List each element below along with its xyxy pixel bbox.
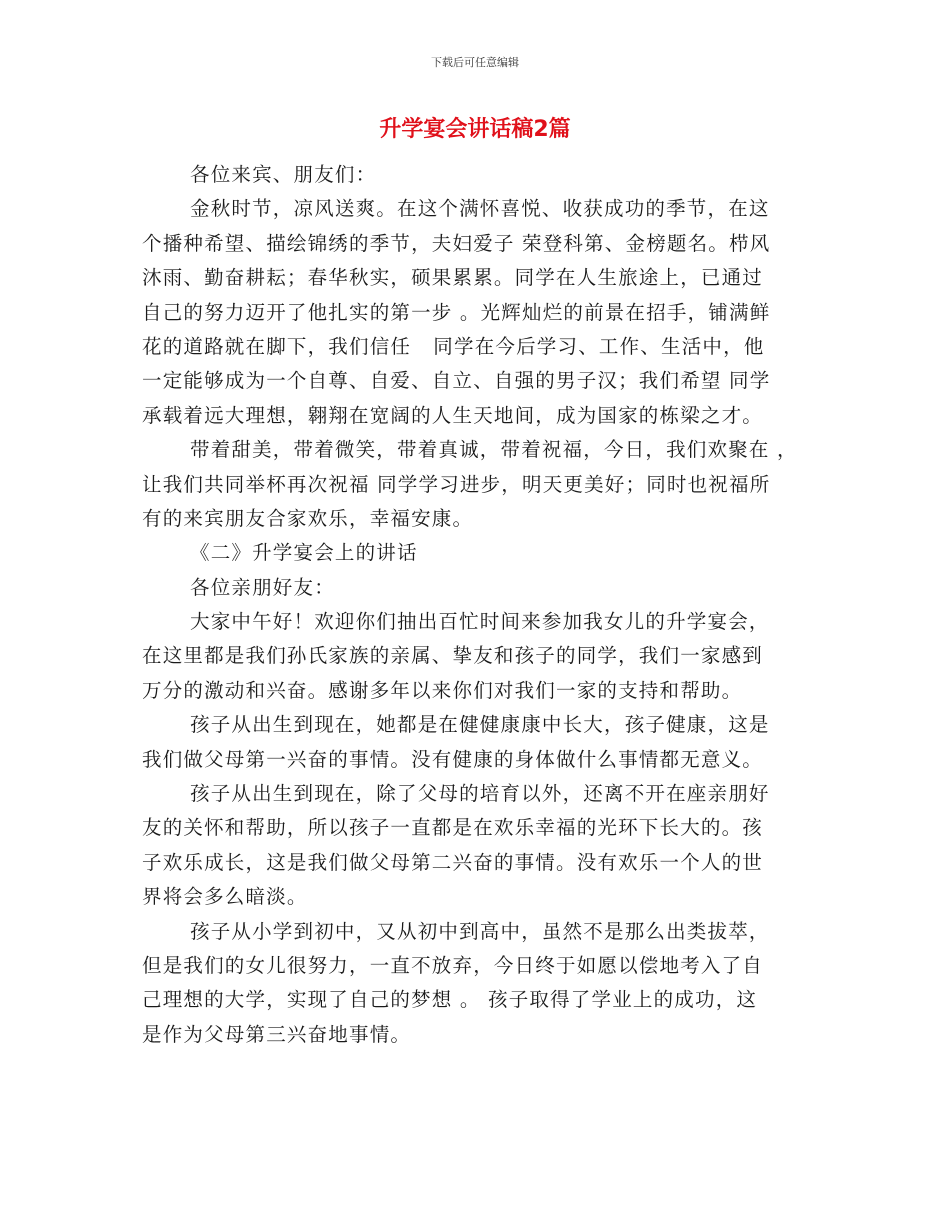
text-line: 我们做父母第一兴奋的事情。没有健康的身体做什么事情都无意义。 [142, 747, 764, 771]
text-line: 子欢乐成长，这是我们做父母第二兴奋的事情。没有欢乐一个人的世 [142, 850, 764, 874]
text-line: 有的来宾朋友合家欢乐，幸福安康。 [142, 506, 474, 530]
page-header: 下载后可任意编辑 [431, 56, 519, 69]
text-line: 在这里都是我们孙氏家族的亲属、挚友和孩子的同学，我们一家感到 [142, 644, 764, 668]
text-line: 承载着远大理想，翱翔在宽阔的人生天地间，成为国家的栋梁之才。 [142, 403, 764, 427]
text-line: 沐雨、勤奋耕耘；春华秋实，硕果累累。同学在人生旅途上，已通过 [142, 266, 764, 290]
text-line: 孩子从出生到现在，除了父母的培育以外，还离不开在座亲朋好 [190, 782, 770, 806]
text-line: 大家中午好！欢迎你们抽出百忙时间来参加我女儿的升学宴会， [190, 610, 770, 634]
document-title: 升学宴会讲话稿2篇 [379, 117, 571, 142]
document-body [142, 158, 814, 1052]
text-line: 花的道路就在脚下，我们信任 同学在今后学习、工作、生活中，他 [142, 334, 765, 358]
text-line: 让我们共同举杯再次祝福 同学学习进步，明天更美好；同时也祝福所 [142, 472, 771, 496]
text-line: 带着甜美，带着微笑，带着真诚，带着祝福，今日，我们欢聚在 ， [190, 438, 798, 462]
text-line: 个播种希望、描绘锦绣的季节，夫妇爱子 荣登科第、金榜题名。栉风 [142, 231, 771, 255]
text-line: 一定能够成为一个自尊、自爱、自立、自强的男子汉；我们希望 同学 [142, 369, 771, 393]
text-line: 自己的努力迈开了他扎实的第一步 。光辉灿烂的前景在招手，铺满鲜 [142, 300, 771, 324]
text-line: 孩子从小学到初中，又从初中到高中，虽然不是那么出类拔萃， [190, 919, 770, 943]
text-line: 各位亲朋好友： [190, 575, 335, 599]
text-line: 《二》升学宴会上的讲话 [190, 541, 418, 565]
text-line: 孩子从出生到现在，她都是在健健康康中长大，孩子健康，这是 [190, 713, 770, 737]
text-line: 各位来宾、朋友们： [190, 163, 377, 186]
text-line: 是作为父母第三兴奋地事情。 [142, 1022, 412, 1046]
text-line: 友的关怀和帮助，所以孩子一直都是在欢乐幸福的光环下长大的。孩 [142, 816, 764, 840]
text-line: 但是我们的女儿很努力，一直不放弃，今日终于如愿以偿地考入了自 [142, 953, 764, 977]
text-line: 界将会多么暗淡。 [142, 885, 308, 909]
text-line: 万分的激动和兴奋。感谢多年以来你们对我们一家的支持和帮助。 [142, 678, 743, 702]
text-line: 金秋时节，凉风送爽。在这个满怀喜悦、收获成功的季节，在这 [190, 197, 770, 221]
text-line: 己理想的大学，实现了自己的梦想 。 孩子取得了学业上的成功，这 [142, 988, 758, 1012]
